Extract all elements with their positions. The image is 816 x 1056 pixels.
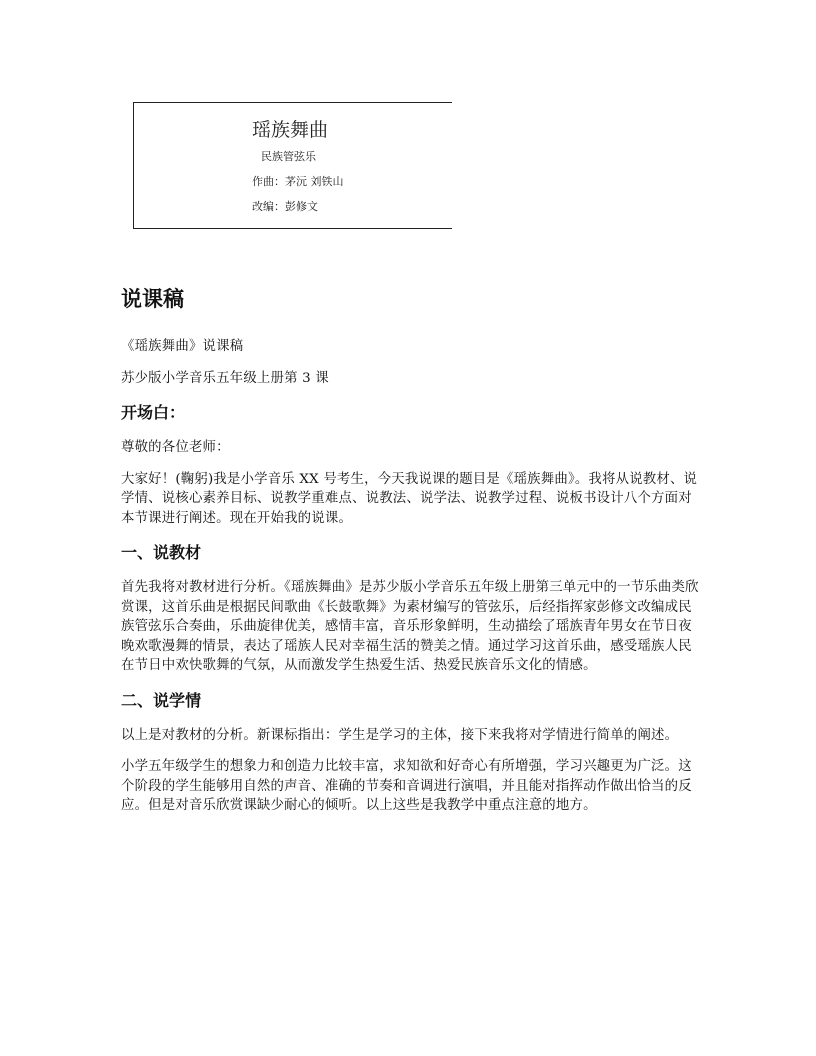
cover-title-card <box>133 102 452 229</box>
section-2-heading: 二、说学情 <box>121 690 202 710</box>
lesson-title-line: 《瑶族舞曲》说课稿 <box>121 339 244 354</box>
page-title: 说课稿 <box>121 287 184 311</box>
document-body <box>121 283 705 828</box>
cover-title: 瑶族舞曲 <box>252 119 329 141</box>
opening-paragraph: 大家好！(鞠躬)我是小学音乐 XX 号考生，今天我说课的题目是《瑶族舞曲》。我将从说教材、说学情、说核心素养目标、说教学重难点、说教法、说学法、说教学过程、说板书设计八个方面对本节课进行阐述。现在开始我的说课。 <box>121 471 698 526</box>
cover-credit-arranger: 改编：彭修文 <box>252 200 318 213</box>
opening-greeting: 尊敬的各位老师： <box>121 440 230 455</box>
section-1-heading: 一、说教材 <box>121 543 202 562</box>
cover-credit-composer: 作曲：茅沅 刘铁山 <box>252 175 344 188</box>
course-info-line: 苏少版小学音乐五年级上册第 3 课 <box>121 370 329 386</box>
section-1-paragraph: 首先我将对教材进行分析。《瑶族舞曲》是苏少版小学音乐五年级上册第三单元中的一节乐曲类欣赏课，这首乐曲是根据民间歌曲《长鼓歌舞》为素材编写的管弦乐，后经指挥家彭修文改编成民族管弦乐合奏曲，乐曲旋律优美，感情丰富，音乐形象鲜明，生动描绘了瑶族青年男女在节日夜晚欢歌漫舞的情景，表达了瑶族人民对幸福生活的赞美之情。通过学习这首乐曲，感受瑶族人民在节日中欢快歌舞的气氛，从而激发学生热爱生活、热爱民族音乐文化的情感。 <box>121 580 699 673</box>
cover-subtitle: 民族管弦乐 <box>261 150 316 163</box>
section-2-paragraph-1: 以上是对教材的分析。新课标指出：学生是学习的主体，接下来我将对学情进行简单的阐述。 <box>121 727 679 743</box>
opening-heading: 开场白： <box>121 403 186 422</box>
section-2-paragraph-2: 小学五年级学生的想象力和创造力比较丰富，求知欲和好奇心有所增强，学习兴趣更为广泛。这个阶段的学生能够用自然的声音、准确的节奏和音调进行演唱，并且能对指挥动作做出恰当的反应。但是对音乐欣赏课缺少耐心的倾听。以上这些是我教学中重点注意的地方。 <box>121 759 692 813</box>
